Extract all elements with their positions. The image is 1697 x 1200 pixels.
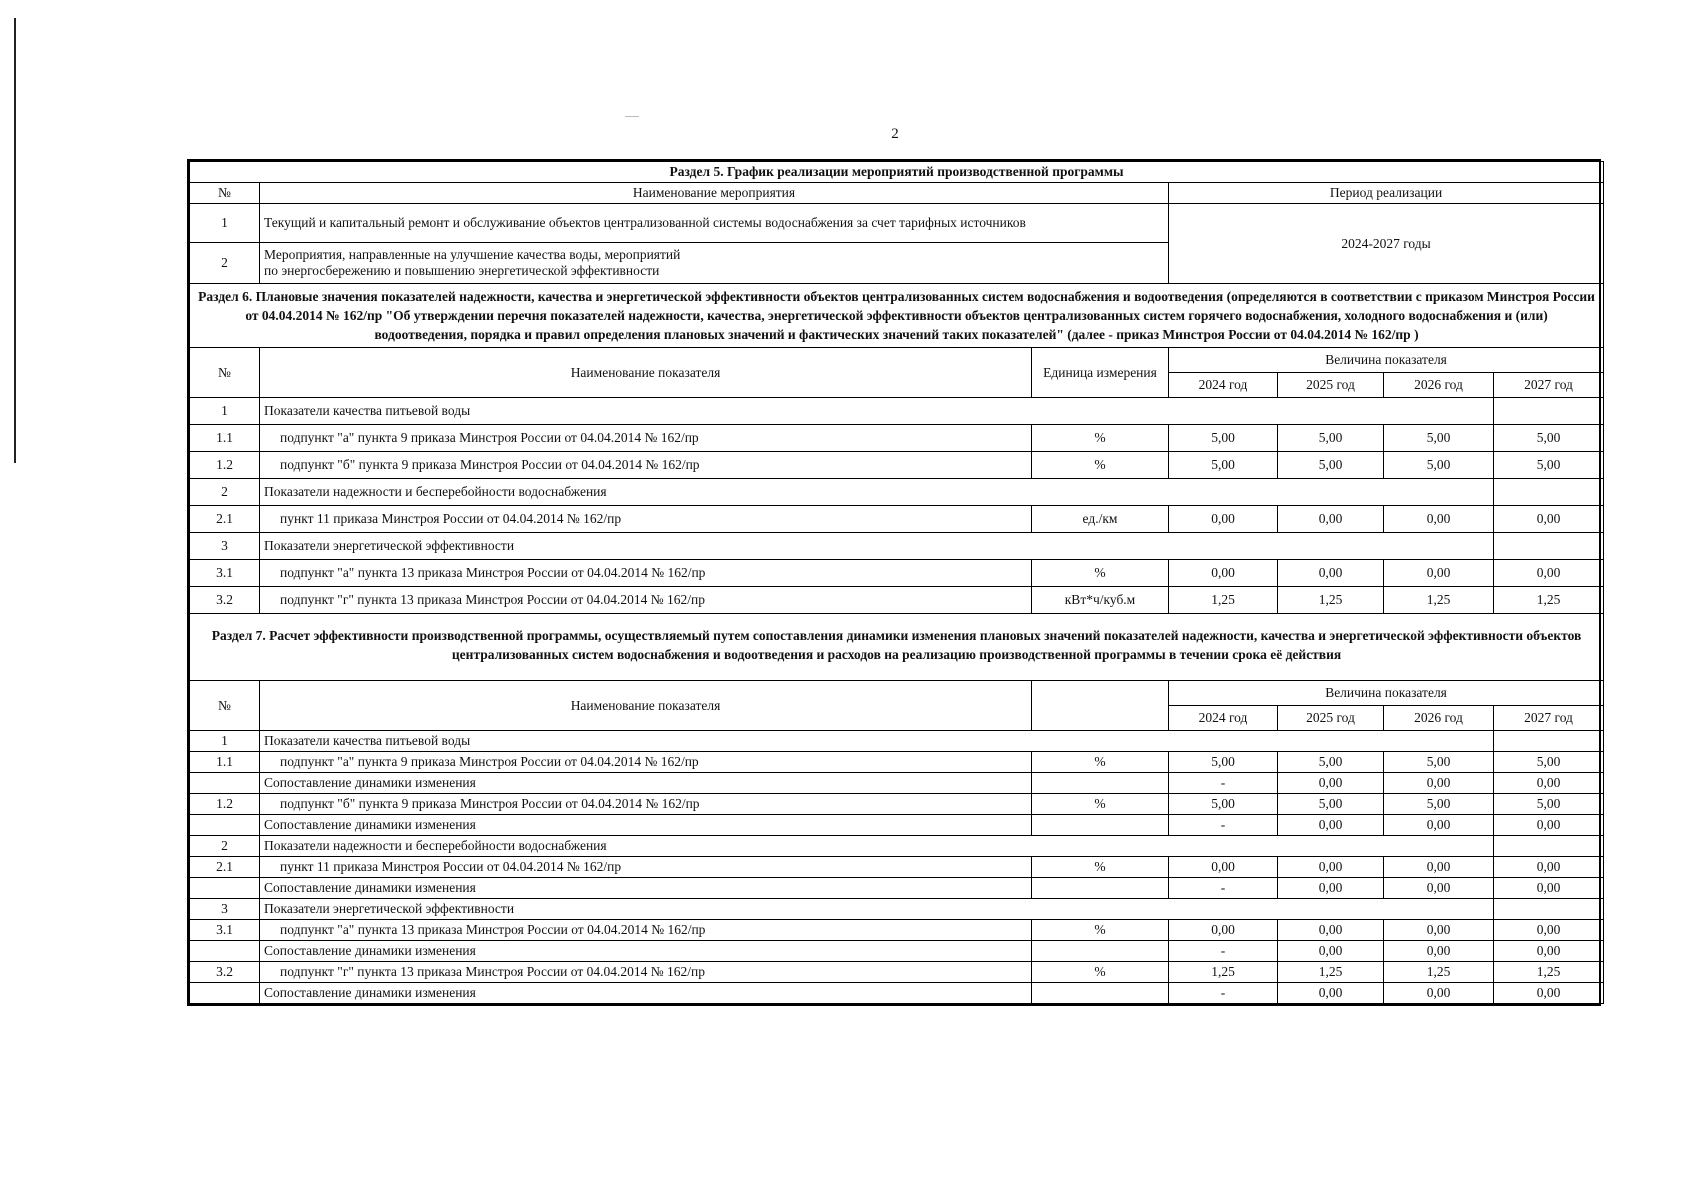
row-num: 3.2 [190,587,260,614]
value-cell: 5,00 [1278,752,1384,773]
group-name: Показатели энергетической эффективности [260,899,1494,920]
unit-cell [1032,878,1169,899]
scan-margin-line [14,18,16,463]
row-num [190,983,260,1004]
document-table-frame [187,159,1601,1006]
row-num: 2 [190,479,260,506]
row-num: 1 [190,398,260,425]
value-cell: 5,00 [1384,452,1494,479]
section7-header-value: Величина показателя [1169,681,1604,706]
section6-header-num: № [190,348,260,398]
value-cell: 0,00 [1169,857,1278,878]
value-cell: 0,00 [1169,506,1278,533]
section5-row [190,204,1604,243]
indicator-name: подпункт "а" пункта 13 приказа Минстроя России от 04.04.2014 № 162/пр [260,560,1032,587]
scan-artifact [625,116,639,117]
section7-header-year: 2027 год [1494,706,1604,731]
value-cell: 0,00 [1384,920,1494,941]
row-num [190,878,260,899]
section7-header-year: 2024 год [1169,706,1278,731]
section6-item-row [190,560,1604,587]
section6-header-unit: Единица измерения [1032,348,1169,398]
value-cell: 5,00 [1494,425,1604,452]
value-cell: 0,00 [1278,941,1384,962]
unit-cell: % [1032,794,1169,815]
value-cell: 0,00 [1494,815,1604,836]
group-name: Показатели надежности и бесперебойности водоснабжения [260,836,1494,857]
row-num: 3 [190,899,260,920]
section6-header-year: 2026 год [1384,373,1494,398]
unit-cell: % [1032,560,1169,587]
indicator-name: подпункт "б" пункта 9 приказа Минстроя России от 04.04.2014 № 162/пр [260,452,1032,479]
section7-dynamics-row [190,815,1604,836]
row-num [190,773,260,794]
row-num: 1.1 [190,752,260,773]
dynamics-name: Сопоставление динамики изменения [260,983,1032,1004]
dynamics-name: Сопоставление динамики изменения [260,773,1032,794]
group-name: Показатели качества питьевой воды [260,398,1494,425]
value-cell: 1,25 [1169,962,1278,983]
value-cell: 0,00 [1169,920,1278,941]
value-cell: 0,00 [1494,773,1604,794]
section7-item-row [190,962,1604,983]
value-cell: 5,00 [1384,752,1494,773]
value-cell: 0,00 [1278,878,1384,899]
unit-cell: % [1032,752,1169,773]
section5-period-value: 2024-2027 годы [1169,204,1604,284]
dynamics-name: Сопоставление динамики изменения [260,941,1032,962]
unit-cell [1032,941,1169,962]
section5-row-name-line: Мероприятия, направленные на улучшение качества воды, мероприятий [264,247,681,262]
section5-header-name: Наименование мероприятия [260,183,1169,204]
section7-dynamics-row [190,773,1604,794]
value-cell: 0,00 [1384,773,1494,794]
unit-cell [1032,983,1169,1004]
value-cell: 0,00 [1278,857,1384,878]
section7-dynamics-row [190,983,1604,1004]
section5-row-name-line: по энергосбережению и повышению энергетической эффективности [264,263,660,278]
page-number: 2 [891,126,899,142]
value-cell: 0,00 [1384,878,1494,899]
indicator-name: пункт 11 приказа Минстроя России от 04.04.2014 № 162/пр [260,506,1032,533]
value-cell: 5,00 [1384,794,1494,815]
value-cell: 1,25 [1494,587,1604,614]
dynamics-name: Сопоставление динамики изменения [260,878,1032,899]
section7-item-row [190,752,1604,773]
indicator-name: пункт 11 приказа Минстроя России от 04.04.2014 № 162/пр [260,857,1032,878]
value-cell: 0,00 [1169,560,1278,587]
empty-cell [1494,479,1604,506]
section6-item-row [190,452,1604,479]
value-cell: 0,00 [1384,941,1494,962]
section6-item-row [190,506,1604,533]
row-num: 2.1 [190,857,260,878]
section5-row-num: 1 [190,204,260,243]
indicator-name: подпункт "а" пункта 9 приказа Минстроя России от 04.04.2014 № 162/пр [260,425,1032,452]
value-cell: 0,00 [1278,815,1384,836]
value-cell: 1,25 [1169,587,1278,614]
unit-cell: % [1032,962,1169,983]
row-num: 3 [190,533,260,560]
value-cell: 0,00 [1384,815,1494,836]
section7-item-row [190,857,1604,878]
section7-header-name: Наименование показателя [260,681,1032,731]
section6-item-row [190,587,1604,614]
section6-header-year: 2024 год [1169,373,1278,398]
value-cell: 0,00 [1384,983,1494,1004]
section6-header-value: Величина показателя [1169,348,1604,373]
section6-item-row [190,425,1604,452]
section7-header-unit [1032,681,1169,731]
value-cell: - [1169,815,1278,836]
value-cell: 0,00 [1278,920,1384,941]
value-cell: - [1169,773,1278,794]
value-cell: 0,00 [1278,560,1384,587]
section5-title: Раздел 5. График реализации мероприятий производственной программы [190,162,1604,183]
value-cell: 5,00 [1494,452,1604,479]
section7-item-row [190,920,1604,941]
value-cell: 0,00 [1494,878,1604,899]
value-cell: 1,25 [1278,587,1384,614]
section5-header-period: Период реализации [1169,183,1604,204]
value-cell: 1,25 [1494,962,1604,983]
unit-cell [1032,773,1169,794]
row-num: 1.2 [190,794,260,815]
indicator-name: подпункт "а" пункта 9 приказа Минстроя России от 04.04.2014 № 162/пр [260,752,1032,773]
value-cell: 5,00 [1278,794,1384,815]
production-program-table [189,161,1604,1004]
section6-group-row [190,479,1604,506]
section6-title: Раздел 6. Плановые значения показателей надежности, качества и энергетической эффективности объектов централизованных систем водоснабжения и водоотведения (определяются в соответствии с приказом Минстроя России от 04.04.2014 № 162/пр "Об утверждении перечня показателей надежности, качества, энергетической эффективности объектов централизованных систем горячего водоснабжения, холодного водоснабжения и (или) водоотведения, порядка и правил определения плановых значений и фактических значений таких показателей" (далее - приказ Минстроя России от 04.04.2014 № 162/пр ) [190,284,1604,348]
dynamics-name: Сопоставление динамики изменения [260,815,1032,836]
section6-group-row [190,533,1604,560]
empty-cell [1494,533,1604,560]
section6-header-year: 2025 год [1278,373,1384,398]
unit-cell: ед./км [1032,506,1169,533]
section5-row-name [260,243,1169,284]
empty-cell [1494,836,1604,857]
section7-group-row [190,899,1604,920]
value-cell: 0,00 [1384,506,1494,533]
value-cell: - [1169,983,1278,1004]
row-num [190,815,260,836]
section7-group-row [190,836,1604,857]
value-cell: 0,00 [1278,773,1384,794]
section5-row-num: 2 [190,243,260,284]
value-cell: 5,00 [1278,452,1384,479]
section7-group-row [190,731,1604,752]
unit-cell: % [1032,920,1169,941]
group-name: Показатели надежности и бесперебойности водоснабжения [260,479,1494,506]
row-num: 2 [190,836,260,857]
unit-cell: % [1032,425,1169,452]
section6-group-row [190,398,1604,425]
group-name: Показатели энергетической эффективности [260,533,1494,560]
value-cell: 5,00 [1494,794,1604,815]
row-num: 1.1 [190,425,260,452]
value-cell: 0,00 [1278,506,1384,533]
value-cell: 0,00 [1384,857,1494,878]
row-num: 1 [190,731,260,752]
section6-header-name: Наименование показателя [260,348,1032,398]
value-cell: 0,00 [1494,560,1604,587]
value-cell: 5,00 [1278,425,1384,452]
section7-dynamics-row [190,878,1604,899]
empty-cell [1494,731,1604,752]
section5-row-name: Текущий и капитальный ремонт и обслуживание объектов централизованной системы водоснабжения за счет тарифных источников [260,204,1169,243]
value-cell: - [1169,941,1278,962]
unit-cell: % [1032,857,1169,878]
value-cell: 1,25 [1384,962,1494,983]
empty-cell [1494,899,1604,920]
indicator-name: подпункт "а" пункта 13 приказа Минстроя России от 04.04.2014 № 162/пр [260,920,1032,941]
section7-header-num: № [190,681,260,731]
row-num: 3.1 [190,560,260,587]
value-cell: 0,00 [1494,941,1604,962]
value-cell: - [1169,878,1278,899]
row-num [190,941,260,962]
value-cell: 5,00 [1494,752,1604,773]
value-cell: 5,00 [1169,425,1278,452]
unit-cell: % [1032,452,1169,479]
unit-cell: кВт*ч/куб.м [1032,587,1169,614]
value-cell: 0,00 [1384,560,1494,587]
value-cell: 0,00 [1278,983,1384,1004]
section6-header-year: 2027 год [1494,373,1604,398]
indicator-name: подпункт "г" пункта 13 приказа Минстроя России от 04.04.2014 № 162/пр [260,587,1032,614]
row-num: 1.2 [190,452,260,479]
section7-title: Раздел 7. Расчет эффективности производственной программы, осуществляемый путем сопоставления динамики изменения плановых значений показателей надежности, качества и энергетической эффективности объектов централизованных систем водоснабжения и водоотведения и расходов на реализацию производственной программы в течении срока её действия [190,614,1604,681]
value-cell: 1,25 [1384,587,1494,614]
value-cell: 5,00 [1169,452,1278,479]
indicator-name: подпункт "г" пункта 13 приказа Минстроя России от 04.04.2014 № 162/пр [260,962,1032,983]
row-num: 3.1 [190,920,260,941]
section5-header-num: № [190,183,260,204]
section7-header-year: 2025 год [1278,706,1384,731]
value-cell: 0,00 [1494,857,1604,878]
empty-cell [1494,398,1604,425]
unit-cell [1032,815,1169,836]
section7-item-row [190,794,1604,815]
section7-dynamics-row [190,941,1604,962]
value-cell: 0,00 [1494,506,1604,533]
group-name: Показатели качества питьевой воды [260,731,1494,752]
section7-header-year: 2026 год [1384,706,1494,731]
value-cell: 5,00 [1384,425,1494,452]
value-cell: 1,25 [1278,962,1384,983]
indicator-name: подпункт "б" пункта 9 приказа Минстроя России от 04.04.2014 № 162/пр [260,794,1032,815]
row-num: 2.1 [190,506,260,533]
row-num: 3.2 [190,962,260,983]
value-cell: 0,00 [1494,983,1604,1004]
value-cell: 0,00 [1494,920,1604,941]
value-cell: 5,00 [1169,752,1278,773]
value-cell: 5,00 [1169,794,1278,815]
